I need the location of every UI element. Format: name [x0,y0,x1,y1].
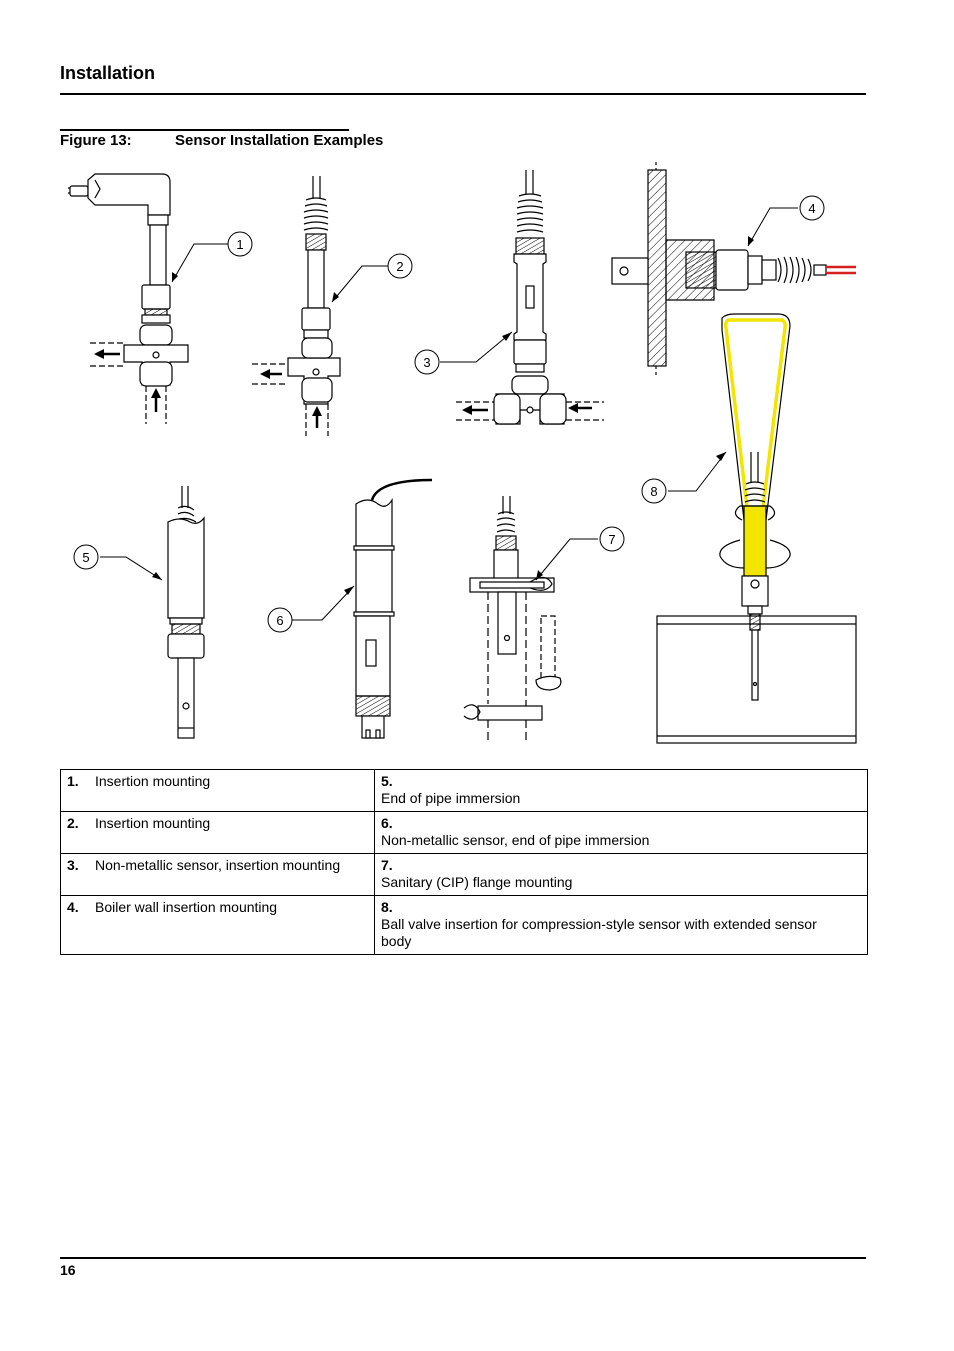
legend-number: 8. [381,899,393,915]
example-5-drawing [168,486,204,738]
legend-text: Non-metallic sensor, insertion mounting [95,857,341,873]
legend-row [61,854,868,896]
legend-number: 3. [67,857,79,873]
callout-4 [800,196,824,220]
legend-number: 1. [67,773,79,789]
callout-7 [600,527,624,551]
legend-cell [61,770,375,812]
legend-row [61,770,868,812]
legend-text: Ball valve insertion for compression-style sensor with extended sensor body [381,916,817,949]
legend-number: 7. [381,857,393,873]
example-8-drawing [657,314,856,743]
legend-text: Sanitary (CIP) flange mounting [381,874,573,890]
callout-2 [388,254,412,278]
example-2-drawing [252,176,340,436]
figure-caption-rule [60,129,349,131]
figure-title: Sensor Installation Examples [175,132,384,149]
callout-8 [642,479,666,503]
legend-number: 4. [67,899,79,915]
legend-cell [61,812,375,854]
callout-7-label: 7 [608,532,616,547]
callout-1-label: 1 [236,237,244,252]
legend-cell [375,896,868,955]
example-7-drawing [464,496,561,744]
legend-text: Boiler wall insertion mounting [95,899,278,915]
callout-5 [74,545,98,569]
legend-text: Insertion mounting [95,815,211,831]
legend-text: Insertion mounting [95,773,211,789]
callout-6-label: 6 [276,613,284,628]
callout-2-label: 2 [396,259,404,274]
callout-5-label: 5 [82,550,90,565]
section-title: Installation [60,63,156,83]
callout-8-label: 8 [650,484,658,499]
sensor-installation-figure [55,160,870,755]
legend-cell [61,896,375,955]
callout-3-label: 3 [423,355,431,370]
example-6-drawing [354,480,432,738]
figure-caption [60,132,383,149]
legend-cell [375,854,868,896]
example-3-drawing [456,170,604,424]
legend-cell [61,854,375,896]
legend-cell [375,812,868,854]
callout-3 [415,350,439,374]
example-1-drawing [68,174,188,424]
legend-number: 5. [381,773,393,789]
legend-text: Non-metallic sensor, end of pipe immersion [381,832,650,848]
callout-4-label: 4 [808,201,816,216]
header-rule [60,93,866,95]
callout-1 [228,232,252,256]
page-number: 16 [60,1262,76,1278]
legend-row [61,896,868,955]
legend-number: 6. [381,815,393,831]
footer-rule [60,1257,866,1259]
example-4-drawing [612,162,856,376]
legend-row [61,812,868,854]
callout-6 [268,608,292,632]
figure-number: Figure 13: [60,132,132,149]
legend-cell [375,770,868,812]
legend-text: End of pipe immersion [381,790,521,806]
figure-legend-table [60,769,868,955]
legend-number: 2. [67,815,79,831]
